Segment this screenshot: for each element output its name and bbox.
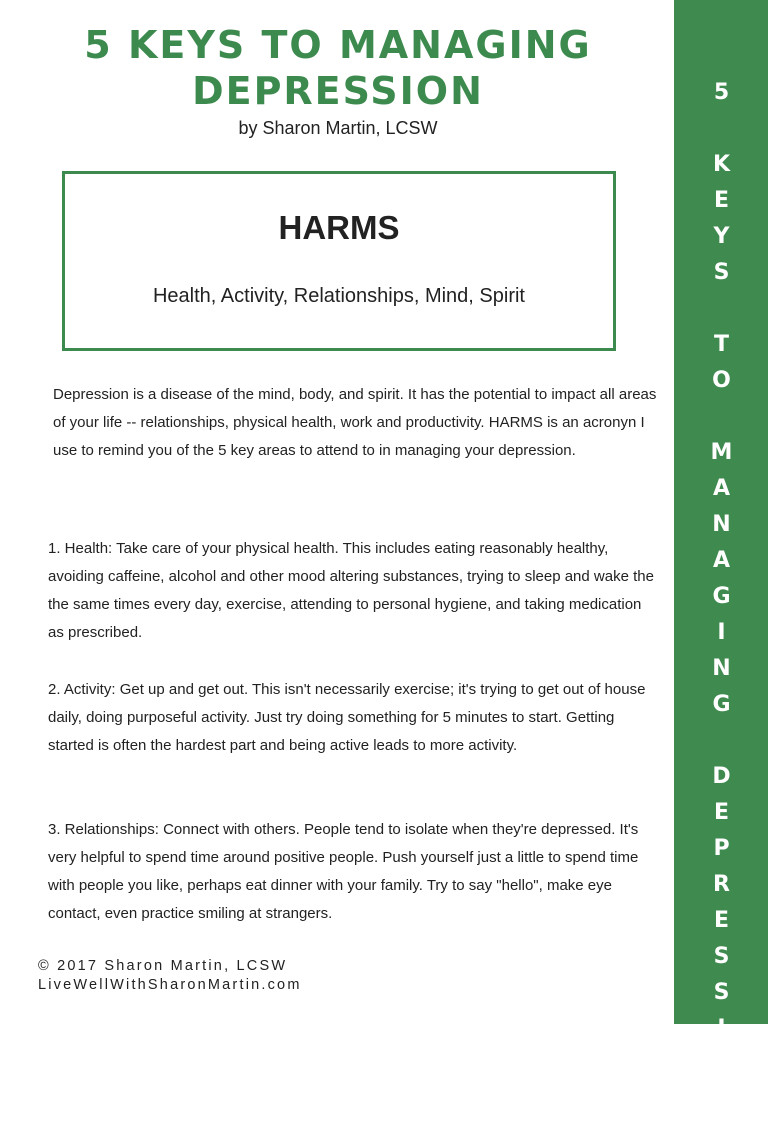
acronym-title: HARMS [278,209,400,246]
side-banner [674,0,768,1124]
key-item-relationships: 3. Relationships: Connect with others. People tend to isolate when they're depressed. It's very helpful to spend time around positive people. Push yourself just a little to spend time with people you like, perhaps eat dinner with your family. Try to say "hello", make eye contact, even practice smiling at strangers. [48,821,639,922]
acronym-box [62,171,616,351]
intro-paragraph: Depression is a disease of the mind, body, and spirit. It has the potential to impact all areas of your life -- relationships, physical health, work and productivity. HARMS is an acronyn I use to remind you of the 5 key areas to attend to in managing your depression. [53,386,657,459]
author-byline: by Sharon Martin, LCSW [238,118,438,138]
footer-website: LiveWellWithSharonMartin.com [38,977,302,993]
page-title-line-2: DEPRESSION [192,69,484,113]
side-banner-text: 5 KEYS TO MANAGING DEPRESSION [709,80,734,1124]
key-item-health: 1. Health: Take care of your physical health. This includes eating reasonably healthy, avoiding caffeine, alcohol and other mood altering substances, trying to sleep and wake the the same times every day, exercise, attending to personal hygiene, and taking medication as prescribed. [48,540,654,641]
footer-copyright: © 2017 Sharon Martin, LCSW [38,958,288,974]
acronym-subtitle: Health, Activity, Relationships, Mind, Spirit [152,285,525,307]
key-item-activity: 2. Activity: Get up and get out. This isn't necessarily exercise; it's trying to get out of house daily, doing purposeful activity. Just try doing something for 5 minutes to start. Getting started is often the hardest part and being active leads to more activity. [48,681,646,754]
page-title-line-1: 5 KEYS TO MANAGING [84,23,592,67]
footer [38,957,302,995]
page-title [0,22,676,114]
